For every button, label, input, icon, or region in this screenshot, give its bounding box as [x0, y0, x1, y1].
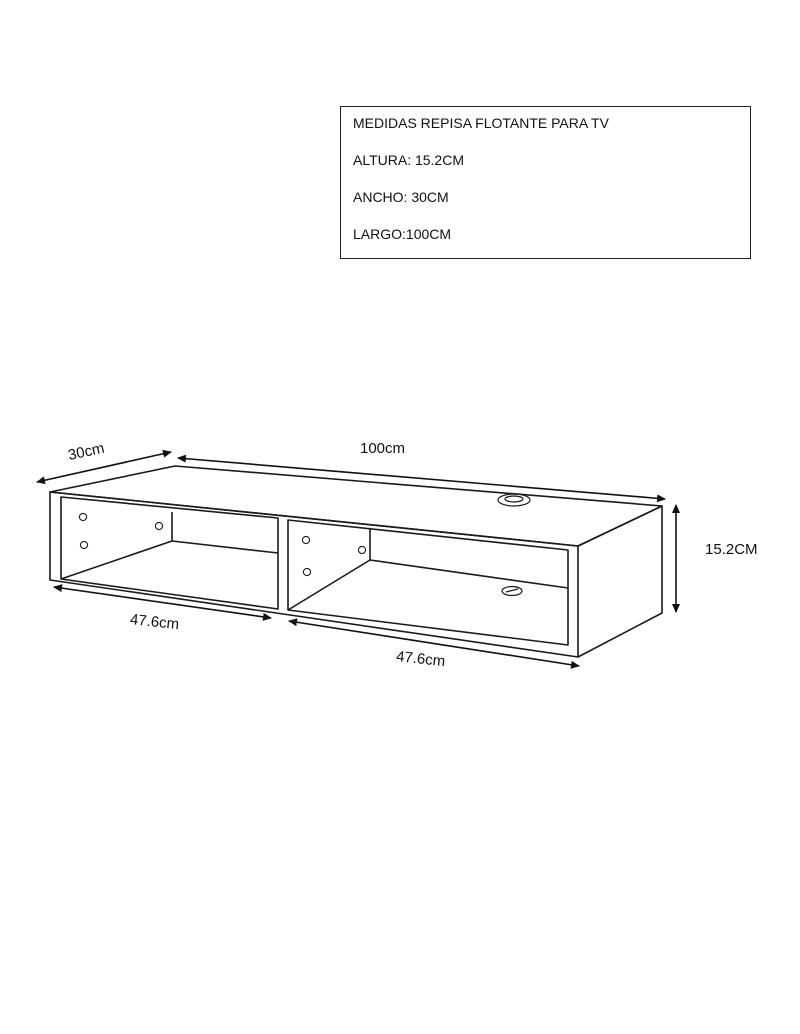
shelf-top-face: [50, 466, 662, 546]
shelf-front-face: [50, 492, 578, 657]
screw-icon: [303, 568, 310, 575]
left-compartment-back: [61, 512, 278, 579]
length-label: 100cm: [360, 440, 406, 457]
depth-label: 30cm: [66, 439, 106, 464]
shelf-right-face: [578, 506, 662, 657]
specs-title: MEDIDAS REPISA FLOTANTE PARA TV: [353, 115, 609, 131]
specs-largo: LARGO:100CM: [353, 226, 452, 242]
length-arrow: [178, 458, 665, 499]
left-compartment-arrow: [54, 587, 271, 618]
screw-icon: [358, 546, 365, 553]
specs-ancho: ANCHO: 30CM: [353, 189, 449, 205]
screw-icon: [302, 536, 309, 543]
right-compartment-label: 47.6cm: [395, 648, 447, 671]
specs-altura: ALTURA: 15.2CM: [353, 152, 464, 168]
screw-icon: [79, 513, 86, 520]
left-compartment-label: 47.6cm: [129, 611, 180, 634]
grommet-icon: [505, 496, 523, 502]
screw-icon: [80, 541, 87, 548]
screw-icon: [155, 522, 162, 529]
height-label: 15.2CM: [705, 541, 758, 558]
